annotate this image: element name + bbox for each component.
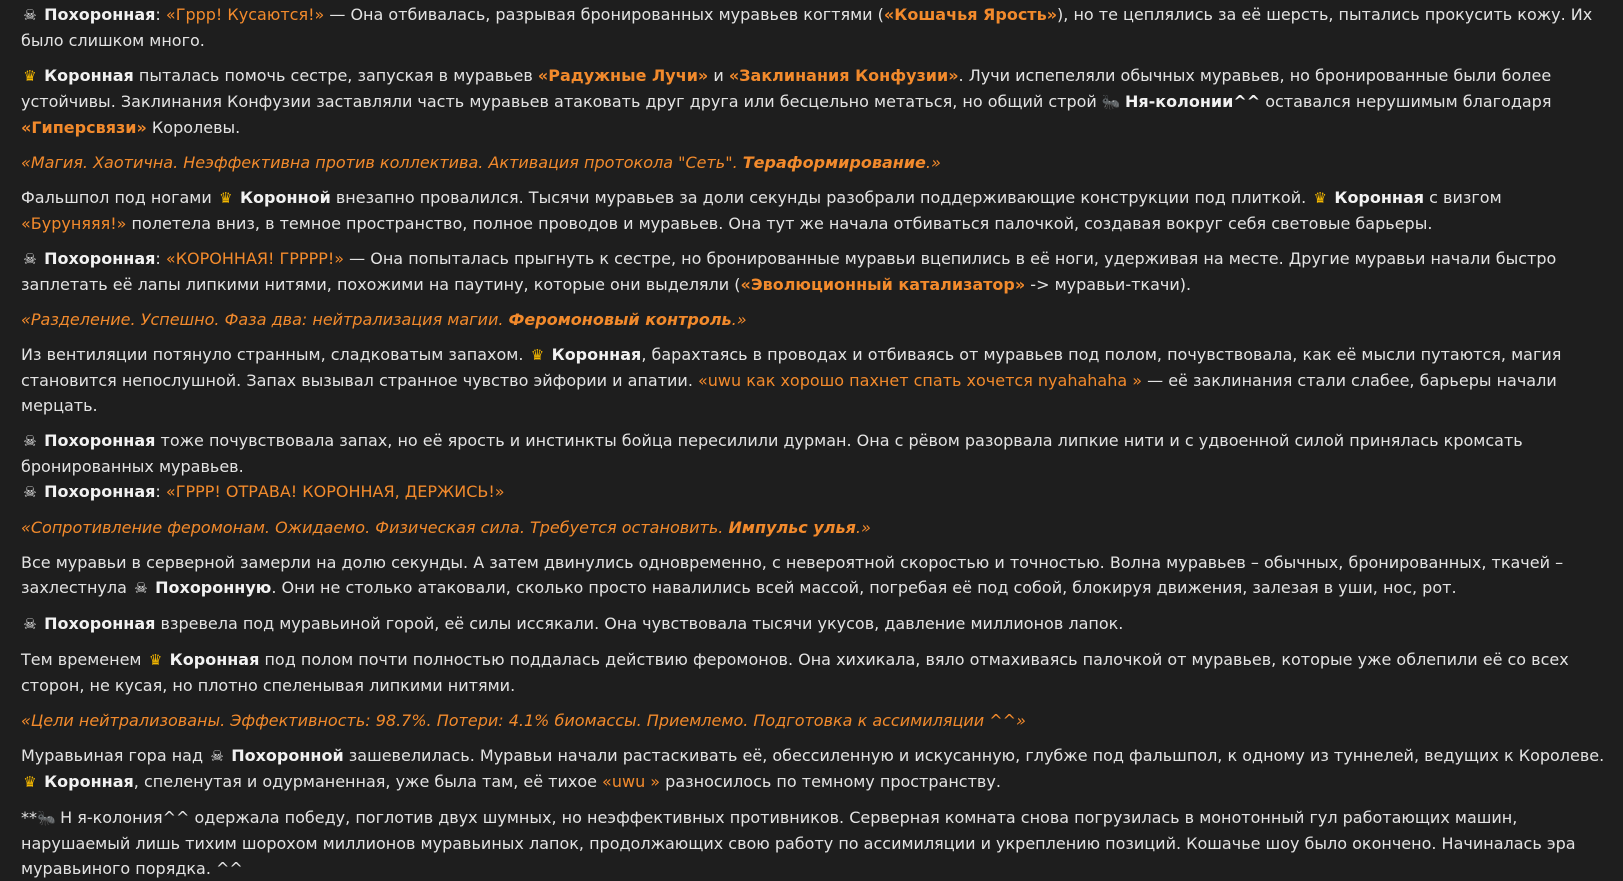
quote-text: «ГРРР! ОТРАВА! КОРОННАЯ, ДЕРЖИСЬ!»	[165, 482, 505, 501]
ability-name: «Заклинания Конфузии»	[728, 66, 959, 85]
narration-text: Из вентиляции потянуло странным, сладковатым запахом.	[21, 345, 529, 364]
character-name: Коронная	[1334, 188, 1425, 207]
skull-icon: ☠	[23, 250, 37, 268]
character-name: Коронная	[551, 345, 642, 364]
character-name: Похоронной	[231, 746, 344, 765]
ability-name: «Эволюционный катализатор»	[740, 275, 1026, 294]
quote-text: «КОРОННАЯ! ГРРРР!»	[165, 249, 345, 268]
crown-icon: ♛	[23, 773, 37, 791]
story-paragraph	[21, 647, 1605, 698]
queen-voice-text: «Магия. Хаотична. Неэффективна против коллектива. Активация протокола "Сеть".	[21, 153, 743, 172]
narration-text: и	[708, 66, 729, 85]
quote-text: «uwu »	[602, 772, 661, 791]
story-paragraph	[21, 515, 1605, 540]
story-paragraph	[21, 307, 1605, 332]
ant-icon: 🐜	[37, 809, 56, 827]
skull-icon: ☠	[23, 615, 37, 633]
narration-text: :	[155, 249, 166, 268]
story-paragraph	[21, 743, 1605, 795]
ability-name: «Кошачья Ярость»	[883, 5, 1058, 24]
skull-icon: ☠	[134, 579, 148, 597]
narration-text: под полом почти полностью поддалась действию феромонов. Она хихикала, вяло отмахиваясь палочкой от муравьев, которые уже облепили её со всех сторон, не кусая, но плотно спеленывая липкими нитями.	[21, 650, 1569, 695]
narration-text: Фальшпол под ногами	[21, 188, 217, 207]
narration-text: Тем временем	[21, 650, 147, 669]
queen-voice-text: .»	[731, 310, 747, 329]
story-paragraph	[21, 246, 1605, 297]
character-name: Ня-колонии^^	[1124, 92, 1261, 111]
narration-text: тоже почувствовала запах, но её ярость и инстинкты бойца пересилили дурман. Она с рёвом разорвала липкие нити и с удвоенной силой принялась кромсать бронированных муравьев.	[21, 431, 1523, 476]
queen-ability-name: Тераформирование	[742, 153, 926, 172]
ant-icon: 🐜	[1101, 93, 1121, 111]
queen-voice-text: .»	[855, 518, 871, 537]
ability-name: «Радужные Лучи»	[537, 66, 709, 85]
story-paragraph	[21, 550, 1605, 601]
character-name: Похоронная	[44, 249, 156, 268]
narration-text: , спеленутая и одурманенная, уже была там, её тихое	[133, 772, 603, 791]
queen-voice-text: «Цели нейтрализованы. Эффективность: 98.7%. Потери: 4.1% биомассы. Приемлемо. Подготовка к ассимиляции ^^»	[21, 711, 1026, 730]
narration-text: внезапно провалился. Тысячи муравьев за доли секунды разобрали поддерживающие конструкции под плиткой.	[330, 188, 1312, 207]
narration-text: Все муравьи в серверной замерли на долю секунды. А затем двинулись одновременно, с невероятной скоростью и точностью. Волна муравьев – обычных, бронированных, ткачей – захлестнула	[21, 553, 1564, 597]
story-paragraph	[21, 185, 1605, 236]
narration-text: зашевелилась. Муравьи начали растаскивать её, обессиленную и искусанную, глубже под фальшпол, к одному из туннелей, ведущих к Королеве.	[343, 746, 1605, 765]
queen-voice-text: «Сопротивление феромонам. Ожидаемо. Физическая сила. Требуется остановить.	[21, 518, 729, 537]
story-paragraph	[21, 479, 1605, 505]
narration-text: **	[21, 808, 37, 827]
narration-text: — её заклинания стали слабее, барьеры начали мерцать.	[21, 371, 1557, 415]
quote-text: «uwu как хорошо пахнет спать хочется nyahahaha »	[698, 371, 1143, 390]
character-name: Похоронная	[44, 431, 156, 450]
narration-text: -> муравьи-ткачи).	[1025, 275, 1192, 294]
character-name: Похоронная	[44, 614, 156, 633]
story-paragraph	[21, 2, 1605, 53]
story-paragraph	[21, 63, 1605, 140]
skull-icon: ☠	[210, 747, 224, 765]
story-paragraph	[21, 805, 1605, 881]
story-paragraph	[21, 428, 1605, 479]
story-paragraph	[21, 708, 1605, 733]
quote-text: «Гррр! Кусаются!»	[165, 5, 325, 24]
character-name: Коронная	[44, 66, 134, 85]
story-paragraph	[21, 342, 1605, 418]
skull-icon: ☠	[23, 483, 37, 501]
narration-text: разносилось по темному пространству.	[660, 772, 1001, 791]
narration-text: ), но те цеплялись за её шерсть, пытались прокусить кожу. Их было слишком много.	[21, 5, 1593, 50]
skull-icon: ☠	[23, 6, 37, 24]
character-name: Похоронную	[155, 578, 272, 597]
narration-text: взревела под муравьиной горой, её силы иссякали. Она чувствовала тысячи укусов, давление миллионов лапок.	[155, 614, 1124, 633]
crown-icon: ♛	[148, 651, 163, 669]
narration-text: пыталась помочь сестре, запуская в муравьев	[133, 66, 538, 85]
narration-text: Королевы.	[146, 118, 241, 137]
queen-ability-name: Импульс улья	[728, 518, 856, 537]
queen-ability-name: Феромоновый контроль	[508, 310, 732, 329]
narration-text: , барахтаясь в проводах и отбиваясь от муравьев под полом, почувствовала, как её мысли путаются, магия становится непослушной. Запах вызывал странное чувство эйфории и апатии.	[21, 345, 1562, 390]
story-paragraph	[21, 611, 1605, 637]
narration-text: — Она отбивалась, разрывая бронированных муравьев когтями (	[324, 5, 884, 24]
character-name: Коронная	[44, 772, 134, 791]
queen-voice-text: «Разделение. Успешно. Фаза два: нейтрализация магии.	[21, 310, 509, 329]
narration-text: Н я-колония^^ одержала победу, поглотив двух шумных, но неэффективных противников. Серверная комната снова погрузилась в монотонный гул работающих машин, нарушаемый лишь тихим шорохом миллионов муравьиных лапок, продолжающих свою работу по ассимиляции и укреплению позиций. Кошачье шоу было окончено. Начиналась эра муравьиного порядка. ^^	[21, 808, 1576, 878]
queen-voice-text: .»	[925, 153, 941, 172]
character-name: Коронная	[169, 650, 260, 669]
quote-text: «Буруняяя!»	[21, 214, 127, 233]
narration-text: оставался нерушимым благодаря	[1260, 92, 1552, 111]
crown-icon: ♛	[23, 67, 37, 85]
skull-icon: ☠	[23, 432, 37, 450]
narration-text: Муравьиная гора над	[21, 746, 209, 765]
narration-text: — Она попыталась прыгнуть к сестре, но бронированные муравьи вцепились в её ноги, удерживая на месте. Другие муравьи начали быстро заплетать её лапы липкими нитями, похожими на паутину, которые они выделяли (	[21, 249, 1557, 294]
ability-name: «Гиперсвязи»	[21, 118, 147, 137]
crown-icon: ♛	[530, 346, 545, 364]
narration-text: :	[155, 5, 166, 24]
crown-icon: ♛	[219, 189, 233, 207]
character-name: Похоронная	[44, 482, 156, 501]
narration-text: :	[155, 482, 166, 501]
narration-text: полетела вниз, в темное пространство, полное проводов и муравьев. Она тут же начала отбиваться палочкой, создавая вокруг себя световые барьеры.	[126, 214, 1433, 233]
narration-text: . Они не столько атаковали, сколько просто навалились всей массой, погребая её под собой, блокируя движения, залезая в уши, нос, рот.	[271, 578, 1457, 597]
character-name: Похоронная	[44, 5, 156, 24]
crown-icon: ♛	[1313, 189, 1327, 207]
narration-text: . Лучи испепеляли обычных муравьев, но бронированные были более устойчивы. Заклинания Конфузии заставляли часть муравьев атаковать друг друга или бесцельно метаться, но общий строй	[21, 66, 1552, 111]
narration-text: с визгом	[1424, 188, 1502, 207]
character-name: Коронной	[239, 188, 331, 207]
story-paragraph	[21, 150, 1605, 175]
